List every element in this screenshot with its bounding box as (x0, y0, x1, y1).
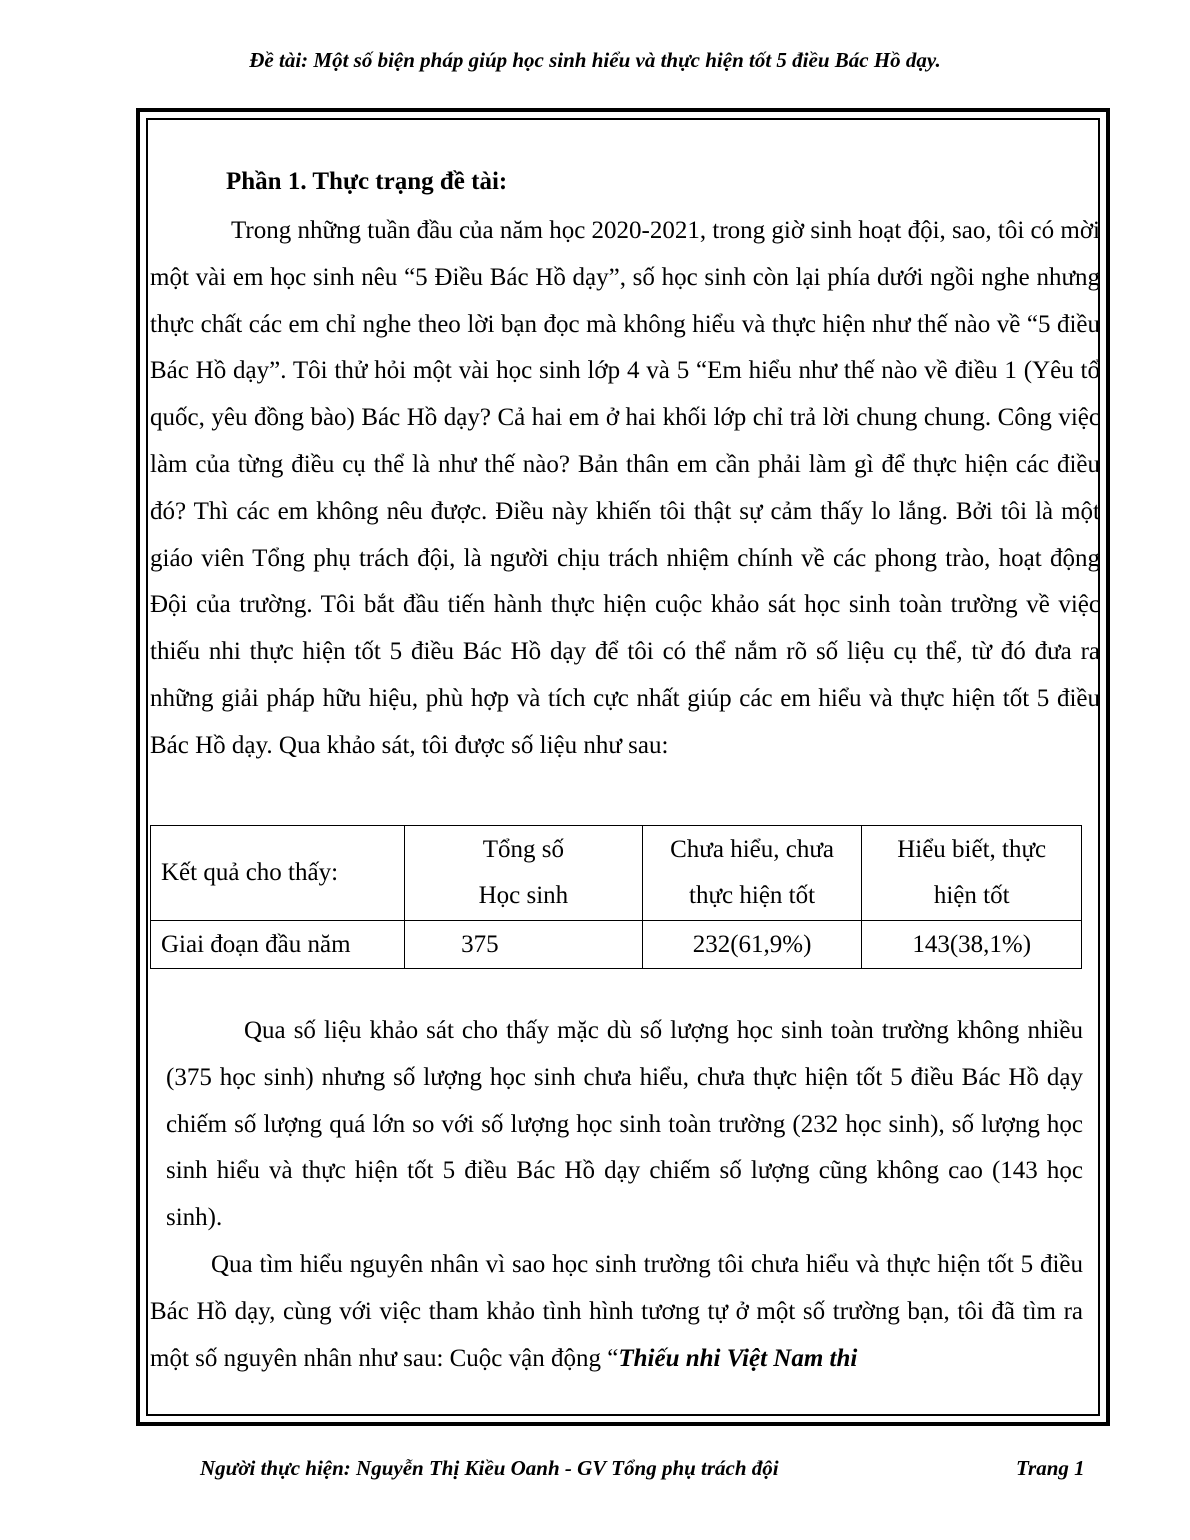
paragraph-causes-text: Qua tìm hiểu nguyên nhân vì sao học sinh trường tôi chưa hiểu và thực hiện tốt 5 điều Bác Hồ dạy, cùng với việc tham khảo tình hình tương tự ở một số trường bạn, tôi đã tìm ra một số nguyên nhân như sau: Cuộc vận động “ (150, 1251, 1083, 1372)
row-not-yet: 232(61,9%) (642, 921, 862, 969)
row-good: 143(38,1%) (862, 921, 1082, 969)
table-header-row (151, 826, 1082, 921)
table-row (151, 921, 1082, 969)
header-total-line1: Tổng số (482, 836, 565, 863)
paragraph-intro: Trong những tuần đầu của năm học 2020-2021, trong giờ sinh hoạt đội, sao, tôi có mời một vài em học sinh nêu “5 Điều Bác Hồ dạy”, số học sinh còn lại phía dưới ngồi nghe nhưng thực chất các em chỉ nghe theo lời bạn đọc mà không hiểu và thực hiện như thế nào về “5 điều Bác Hồ dạy”. Tôi thử hỏi một vài học sinh lớp 4 và 5 “Em hiểu như thế nào về điều 1 (Yêu tổ quốc, yêu đồng bào) Bác Hồ dạy? Cả hai em ở hai khối lớp chỉ trả lời chung chung. Công việc làm của từng điều cụ thể là như thế nào? Bản thân em cần phải làm gì để thực hiện các điều đó? Thì các em không nêu được. Điều này khiến tôi thật sự cảm thấy lo lắng. Bởi tôi là một giáo viên Tổng phụ trách đội, là người chịu trách nhiệm chính về các phong trào, hoạt động Đội của trường. Tôi bắt đầu tiến hành thực hiện cuộc khảo sát học sinh toàn trường về việc thiếu nhi thực hiện tốt 5 điều Bác Hồ dạy để tôi có thể nắm rõ số liệu cụ thể, từ đó đưa ra những giải pháp hữu hiệu, phù hợp và tích cực nhất giúp các em hiểu và thực hiện tốt 5 điều Bác Hồ dạy. Qua khảo sát, tôi được số liệu như sau: (150, 217, 1100, 759)
header-cell-total (405, 826, 643, 921)
header-good-line1: Hiểu biết, thực (897, 836, 1047, 863)
row-label: Giai đoạn đầu năm (151, 921, 405, 969)
footer-author: Người thực hiện: Nguyễn Thị Kiều Oanh - GV Tổng phụ trách đội (200, 1456, 779, 1480)
document-header: Đề tài: Một số biện pháp giúp học sinh hiểu và thực hiện tốt 5 điều Bác Hồ dạy. (249, 48, 941, 72)
footer-page-number: Trang 1 (1016, 1456, 1085, 1480)
header-total-line2: Học sinh (478, 882, 569, 909)
header-cell-good (862, 826, 1082, 921)
header-cell-not-yet (642, 826, 862, 921)
row-total: 375 (405, 921, 643, 969)
paragraph-causes-emphasis: Thiếu nhi Việt Nam thi (618, 1344, 858, 1372)
header-not-yet-line2: thực hiện tốt (689, 882, 816, 909)
header-result-label: Kết quả cho thấy: (161, 859, 339, 886)
paragraph-analysis: Qua số liệu khảo sát cho thấy mặc dù số lượng học sinh toàn trường không nhiều (375 học sinh) nhưng số lượng học sinh chưa hiểu, chưa thực hiện tốt 5 điều Bác Hồ dạy chiếm số lượng quá lớn so với số lượng học sinh toàn trường (232 học sinh), số lượng học sinh hiểu và thực hiện tốt 5 điều Bác Hồ dạy chiếm số lượng cũng không cao (143 học sinh). (166, 1017, 1083, 1232)
survey-table (150, 825, 1082, 969)
paragraph-causes (150, 1242, 1083, 1382)
section-title: Phần 1. Thực trạng đề tài: (226, 168, 508, 195)
header-cell-result (151, 826, 405, 921)
header-good-line2: hiện tốt (933, 882, 1010, 909)
header-not-yet-line1: Chưa hiểu, chưa (670, 836, 834, 863)
